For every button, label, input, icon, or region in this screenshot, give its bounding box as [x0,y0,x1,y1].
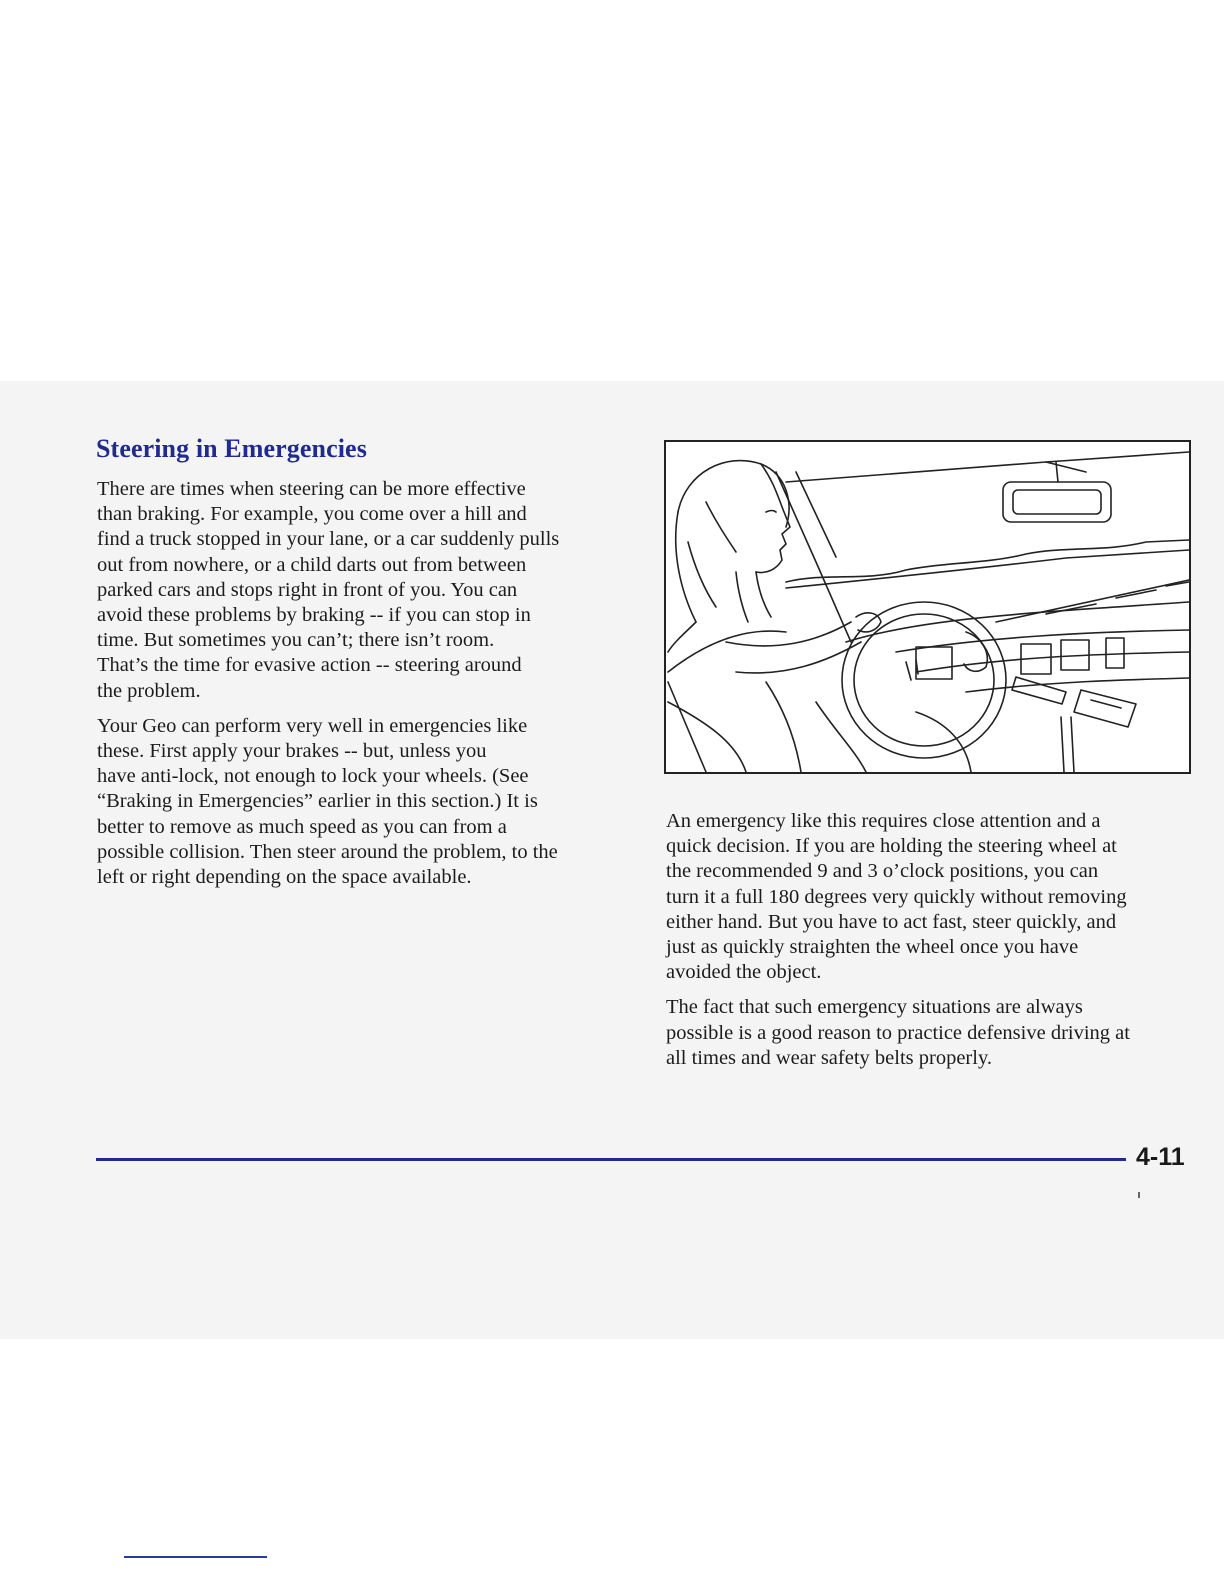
right-paragraph-2: The fact that such emergency situations are always possible is a good reason to practice defensive driving at all times and wear safety belts properly. [666,996,1130,1069]
left-column [97,477,627,900]
bottom-divider-line [124,1556,267,1558]
left-paragraph-2: Your Geo can perform very well in emergencies like these. First apply your brakes -- but, unless you have anti-lock, not enough to lock your wheels. (See “Braking in Emergencies” earlier in this section.) It is better to remove as much speed as you can from a possible collision. Then steer around the problem, to the left or right depending on the space available. [97,714,558,889]
scan-mark [1138,1192,1140,1198]
right-paragraph-1: An emergency like this requires close attention and a quick decision. If you are holding the steering wheel at the recommended 9 and 3 o’clock positions, you can turn it a full 180 degrees very quickly without removing either hand. But you have to act fast, steer quickly, and just as quickly straighten the wheel once you have avoided the object. [666,810,1127,984]
right-column [666,809,1196,1081]
left-paragraph-1: There are times when steering can be more effective than braking. For example, you come over a hill and find a truck stopped in your lane, or a car suddenly pulls out from nowhere, or a child darts out from between parked cars and stops right in front of you. You can avoid these problems by braking -- if you can stop in time. But sometimes you can’t; there isn’t room. That’s the time for evasive action -- steering around the problem. [97,478,560,702]
driver-steering-illustration [664,440,1191,774]
footer-rule [96,1158,1126,1161]
section-title: Steering in Emergencies [96,434,367,463]
page-number: 4-11 [1136,1143,1185,1171]
